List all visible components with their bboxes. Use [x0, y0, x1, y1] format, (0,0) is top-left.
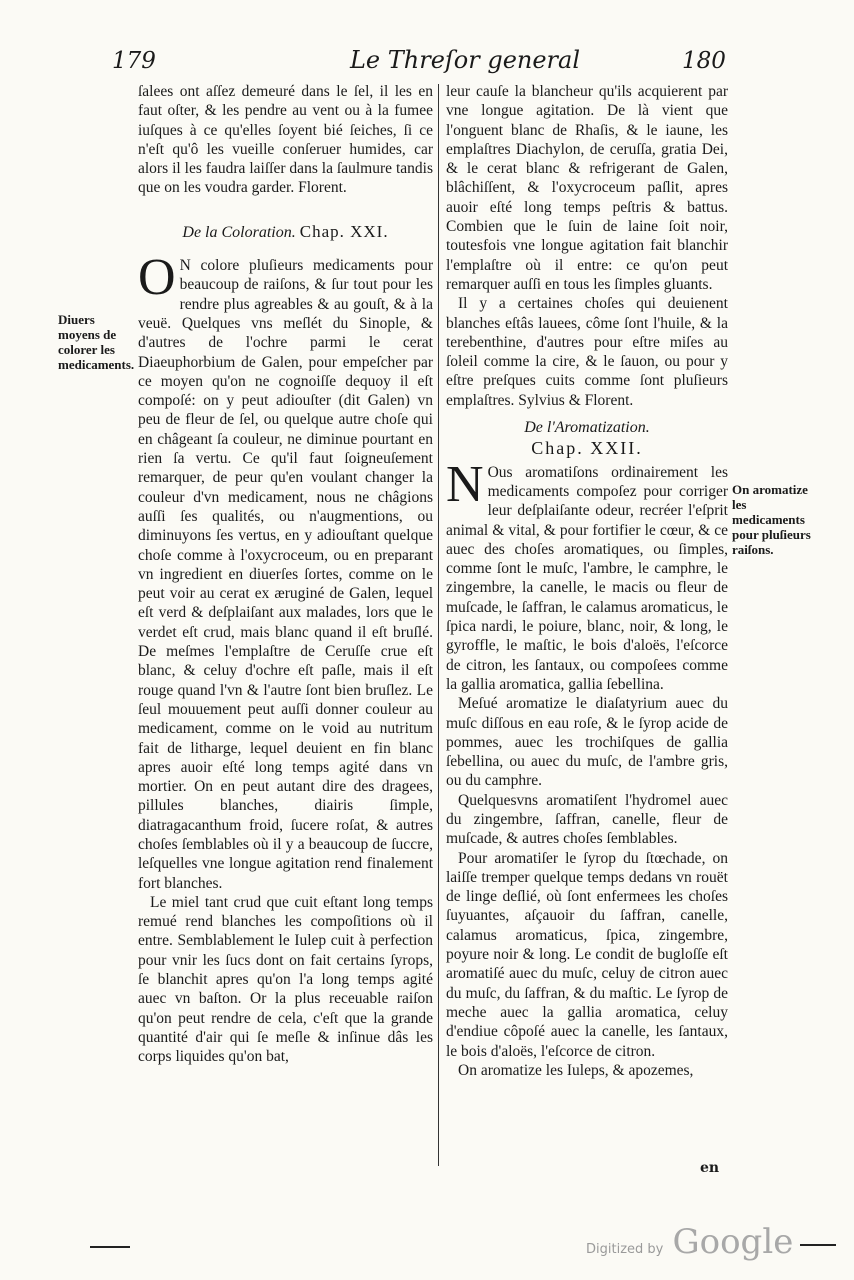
margin-note-right: On aromatize les medicaments pour pluſieurs raiſons. [732, 482, 811, 557]
page-number-right: 180 [682, 48, 726, 74]
column-divider [438, 84, 439, 1166]
paragraph: Le miel tant crud que cuit eſtant long temps remué rend blanches les compoſitions où il entre. Semblablement le Iulep cuit à perfection pour vnir les ſucs dont on fait certains ſyrops, ſe blanchit apres qu'on l'a long temps agité auec vn baſton. Or la plus receuable raiſon qu'on peut rendre de cela, c'eſt que la grande quantité d'air qui ſe meſle & inſinue dâs les corps liquides qu'on bat, [138, 893, 433, 1066]
scan-artifact [90, 1246, 130, 1248]
paragraph: Meſué aromatize le diaſatyrium auec du muſc diſſous en eau roſe, & le ſyrop acide de pommes, auec les trochiſques de gallia ſebellina, ou auec du muſc, de l'ambre gris, ou du camphre. [446, 695, 728, 790]
chapter-number: Chap. XXII. [531, 438, 643, 459]
google-watermark [586, 1222, 793, 1262]
paragraph: Pour aromatiſer le ſyrop du ſtœchade, on laiſſe tremper quelque temps dedans vn rouët de linge deſlié, où ſont enfermees les choſes ſuyuantes, aſçauoir du ſaffran, canelle, calamus aromaticus, ſpica, zingembre, poyure noir & long. Le condit de bugloſſe eſt aromatiſé auec du muſc, celuy de citron auec du muſc, du ſaffran, & du maſtic. Le ſyrop de meche auec la gallia aromatica, celuy d'endiue côpoſé auec la canelle, les ſantaux, le bois d'aloës, l'eſcorce de citron. [446, 849, 728, 1060]
paragraph: ſalees ont aſſez demeuré dans le ſel, il les en faut oſter, & les pendre au vent ou à la fumee iuſques à ce qu'elles ſoyent bié ſeiches, ſi ce n'eſt qu'ô les vueille conſeruer humides, car alors il les faudra laiſſer dans la ſaulmure tandis que on les voudra garder. Florent. [138, 83, 433, 197]
paragraph-text: N colore pluſieurs medicaments pour beaucoup de raiſons, & ſur tout pour les rendre plus agreables & au gouſt, & à la veuë. Quelques vns meſlét du Sinople, & d'autres de l'ochre parmi le cerat Diaeuphorbium de Galen, pour empeſcher par ce moyen qu'on ne cognoiſſe dequoy il eſt compoſé: on y peut adiouſter (dit Galen) vn peu de fleur de ſel, ou quelque autre choſe qui en châgeant ſa couleur, ne diminue pourtant en rien ſa vertu. Ce qu'il faut ſoigneuſement remarquer, de peur qu'en voulant changer la couleur d'vn medicament, nous ne châgions auſſi ſes qualités, ou n'augmentions, ou diminuyons ſes vertus, en y adiouſtant quelque choſe comme à l'oxycroceum, ou en preparant vn ingredient en diuerſes ſortes, comme on le peut voir au cerat ex æruginé de Galen, lequel eſt verd & deſplaiſant aux malades, lors que le verdet eſt crud, mais blanc quand il eſt bruſlé. De meſmes l'emplaſtre de Ceruſſe crue eſt blanc, & celuy d'ochre eſt paſle, mais il eſt rouge quand l'vn & l'autre ſont bien bruſlez. Le ſeul mouuement peut auſſi donner couleur au medicament, comme on le void au nutritum fait de litharge, lequel deuient en fin blanc apres auoir eſté long temps agité dans vn mortier. On en peut autant dire des dragees, pillules blanches, diairis ſimple, diatragacanthum froid, ſucere roſat, & autres choſes ſemblables où il y a beaucoup de ſuccre, leſquelles vne longue agitation rend finalement fort blanches. [138, 257, 433, 892]
left-column [138, 82, 433, 1212]
digitized-by-label: Digitized by [586, 1242, 664, 1257]
section-title: De l'Aromatization. [524, 419, 650, 437]
paragraph: On aromatize les Iuleps, & apozemes, [458, 1061, 694, 1079]
paragraph: leur cauſe la blancheur qu'ils acquierent par vne longue agitation. De là vient que l'onguent blanc de Rhaſis, & le iaune, les emplaſtres Diachylon, de ceruſſa, gratia Dei, & le cerat blanc & refrigerant de Galen, blâchiſſent, & l'oxycroceum paſlit, apres auoir eſté long temps peſtris & battus. Combien que le ſuin de laine ſoit noir, toutesfois vne longue agitation fait blanchir l'emplaſtre où il entre: ce qu'on peut remarquer auſſi en tous les ſimples gluants. [446, 83, 728, 293]
drop-capital: O [138, 249, 176, 307]
page-header [0, 38, 854, 78]
page-number-left: 179 [112, 48, 156, 74]
catchword: en [700, 1160, 720, 1176]
google-logo: Google [672, 1222, 794, 1262]
chapter-number: Chap. XXI. [299, 221, 389, 241]
paragraph [446, 455, 728, 695]
scan-artifact [800, 1244, 836, 1246]
right-column [446, 82, 728, 1214]
drop-capital: N [446, 455, 484, 513]
paragraph [138, 249, 433, 893]
margin-note-left: Diuers moyens de colorer les medicaments. [58, 312, 135, 372]
paragraph: Quelquesvns aromatiſent l'hydromel auec du zingembre, ſaffran, canelle, fleur de muſcade, & autres choſes ſemblables. [446, 791, 728, 848]
paragraph-text: Ous aromatiſons ordinairement les medicaments compoſez pour corriger leur deſplaiſante odeur, recréer l'eſprit animal & vital, & pour fortifier le cœur, & ce auec des choſes aromatiques, ou ſimples, comme ſont le muſc, l'ambre, le camphre, le zingembre, la canelle, le macis ou fleur de muſcade, le ſaffran, le calamus aromaticus, le ſpica nardi, le poiure, blanc, noir, & long, le gyroffle, le maſtic, le bois d'aloës, l'eſcorce de citron, les ſantaux, ou compoſees comme la gallia aromatica, gallia ſebellina. [446, 463, 728, 693]
running-title: Le Threſor general [349, 46, 581, 74]
paragraph: Il y a certaines choſes qui deuienent blanches eſtâs lauees, côme ſont l'huile, & la terebenthine, d'autres pour eſtre miſes au ſoleil comme la cire, & le ſauon, ou pour y eſtre preſques cuits comme ſont pluſieurs emplaſtres. Sylvius & Florent. [446, 295, 728, 409]
section-heading-coloration [138, 222, 433, 242]
section-title: De la Coloration. [182, 223, 296, 241]
